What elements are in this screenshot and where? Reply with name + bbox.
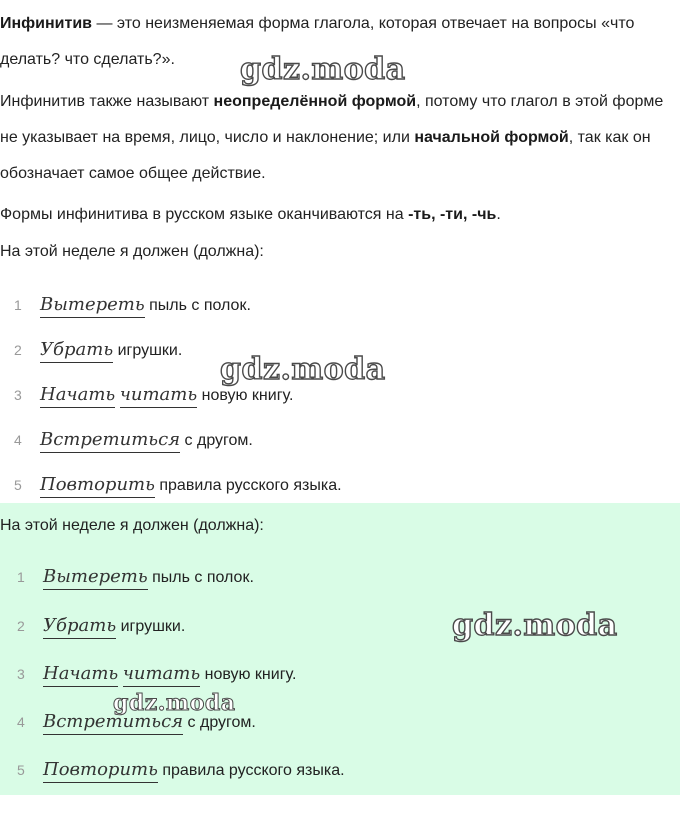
list-item xyxy=(0,339,182,360)
handwritten-verb: Вытереть xyxy=(43,566,148,590)
item-number: 5 xyxy=(17,762,25,778)
item-text: игрушки. xyxy=(113,342,183,359)
handwritten-verb: Начать xyxy=(40,384,115,408)
item-number: 3 xyxy=(17,666,25,682)
list-item xyxy=(0,474,342,495)
handwritten-verb-2: читать xyxy=(120,384,197,408)
item-number: 3 xyxy=(14,387,22,403)
watermark: gdz.moda xyxy=(113,690,236,716)
second-text-1: Инфинитив также называют xyxy=(0,93,214,110)
list-item xyxy=(0,294,251,315)
handwritten-verb: Вытереть xyxy=(40,294,145,318)
list-item xyxy=(0,615,185,636)
item-number: 1 xyxy=(17,569,25,585)
definition-text: — это неизменяемая форма глагола, которая отвечает на вопросы «что делать? что сделать?». xyxy=(0,15,635,68)
list-item xyxy=(0,663,296,684)
bold-initial-form: начальной формой xyxy=(414,129,569,146)
item-text: с другом. xyxy=(183,714,256,731)
exercise-heading: На этой неделе я должен (должна): xyxy=(0,243,264,260)
list-item xyxy=(0,711,256,732)
list-item xyxy=(0,566,254,587)
list-item xyxy=(0,759,345,780)
handwritten-verb: Начать xyxy=(43,663,118,687)
watermark: gdz.moda xyxy=(452,608,618,643)
watermark: gdz.moda xyxy=(220,352,386,387)
second-paragraph xyxy=(0,84,680,192)
list-item xyxy=(0,384,293,405)
item-number: 4 xyxy=(14,432,22,448)
item-text: новую книгу. xyxy=(200,666,297,683)
item-text: пыль с полок. xyxy=(147,569,254,586)
answer-heading: На этой неделе я должен (должна): xyxy=(0,517,264,534)
answer-block xyxy=(0,503,680,795)
item-text: пыль с полок. xyxy=(144,297,251,314)
endings-period: . xyxy=(496,206,501,223)
watermark: gdz.moda xyxy=(240,52,406,87)
item-number: 5 xyxy=(14,477,22,493)
handwritten-verb-2: читать xyxy=(123,663,200,687)
item-text: игрушки. xyxy=(116,618,186,635)
handwritten-verb: Повторить xyxy=(40,474,155,498)
list-item xyxy=(0,429,253,450)
bold-endings: -ть, -ти, -чь xyxy=(408,206,497,223)
term-infinitive: Инфинитив xyxy=(0,15,93,32)
item-text: правила русского языка. xyxy=(154,477,342,494)
handwritten-verb: Встретиться xyxy=(40,429,180,453)
definition-paragraph xyxy=(0,6,680,78)
bold-indefinite-form: неопределённой формой xyxy=(213,93,417,110)
handwritten-verb: Повторить xyxy=(43,759,158,783)
handwritten-verb: Убрать xyxy=(43,615,116,639)
item-number: 2 xyxy=(17,618,25,634)
handwritten-verb: Встретиться xyxy=(43,711,183,735)
endings-text: Формы инфинитива в русском языке оканчиваются на xyxy=(0,206,409,223)
item-number: 1 xyxy=(14,297,22,313)
item-text: правила русского языка. xyxy=(157,762,345,779)
handwritten-verb: Убрать xyxy=(40,339,113,363)
endings-paragraph xyxy=(0,203,680,227)
item-number: 4 xyxy=(17,714,25,730)
second-text-3: , так как он обозначает самое общее действие. xyxy=(0,129,651,182)
item-text: новую книгу. xyxy=(197,387,294,404)
item-text: с другом. xyxy=(180,432,253,449)
second-text-2: , потому что глагол в этой форме не указывает на время, лицо, число и наклонение; или xyxy=(0,93,664,146)
item-number: 2 xyxy=(14,342,22,358)
